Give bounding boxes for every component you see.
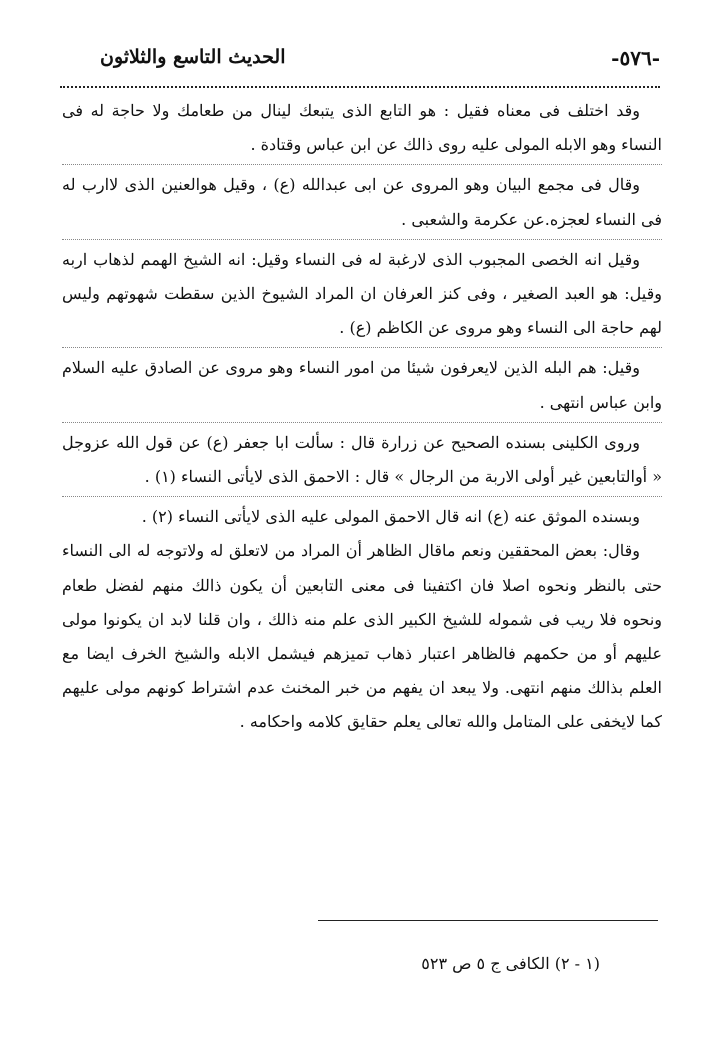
- footnote-divider: [318, 920, 658, 921]
- header-divider: [60, 86, 660, 88]
- chapter-title: الحديث التاسع والثلاثون: [100, 46, 286, 68]
- paragraph: وروى الكلينى بسنده الصحيح عن زرارة قال : سألت ابا جعفر (ع) عن قول الله عزوجل « أوالتابعين غير أولى الاربة من الرجال » قال : الاحمق الذى لايأتى النساء (١) .: [62, 426, 662, 497]
- page-header: [60, 46, 660, 82]
- paragraph: وقيل انه الخصى المجبوب الذى لارغبة له فى النساء وقيل: انه الشيخ الهمم لذهاب اربه وقيل: هو العبد الصغير ، وفى كنز العرفان ان المراد الشيوخ الذين سقطت شهوتهم وليس لهم حاجة الى النساء وهو مروى عن الكاظم (ع) .: [62, 243, 662, 349]
- paragraph: وقال: بعض المحققين ونعم ماقال الظاهر أن المراد من لاتعلق له ولاتوجه له الى النساء حتى بالنظر ونحوه اصلا فان اكتفينا فى معنى التابعين أن يكون ذالك منهم لفضل طعام ونحوه فلا ريب فى شموله للشيخ الكبير الذى علم منه ذالك ، وان قلنا لابد ان يكونوا مولى عليهم أو من حكمهم فالظاهر اعتبار ذهاب تميزهم فيشمل الابله والشيخ الخرف ايضا مع العلم بذالك منهم انتهى. ولا يبعد ان يفهم من خبر المخنث عدم اشتراط كونهم مولى عليهم كما لايخفى على المتامل والله تعالى يعلم حقايق كلامه واحكامه .: [62, 541, 663, 732]
- footnote: (١ - ٢) الكافى ج ٥ ص ٥٢٣: [421, 954, 600, 973]
- main-text: [62, 94, 662, 740]
- page-number: -٥٧٦-: [611, 46, 660, 70]
- paragraph: وقد اختلف فى معناه فقيل : هو التابع الذى يتبعك لينال من طعامك ولا حاجة له فى النساء وهو الابله المولى عليه روى ذالك عن ابن عباس وقتادة .: [62, 94, 662, 165]
- paragraph: وقال فى مجمع البيان وهو المروى عن ابى عبدالله (ع) ، وقيل هوالعنين الذى لاارب له فى النساء لعجزه.عن عكرمة والشعبى .: [62, 168, 662, 239]
- paragraph: وبسنده الموثق عنه (ع) انه قال الاحمق المولى عليه الذى لايأتى النساء (٢) .: [141, 507, 640, 527]
- paragraph: وقيل: هم البله الذين لايعرفون شيئا من امور النساء وهو مروى عن الصادق عليه السلام وابن عباس انتهى .: [62, 351, 662, 422]
